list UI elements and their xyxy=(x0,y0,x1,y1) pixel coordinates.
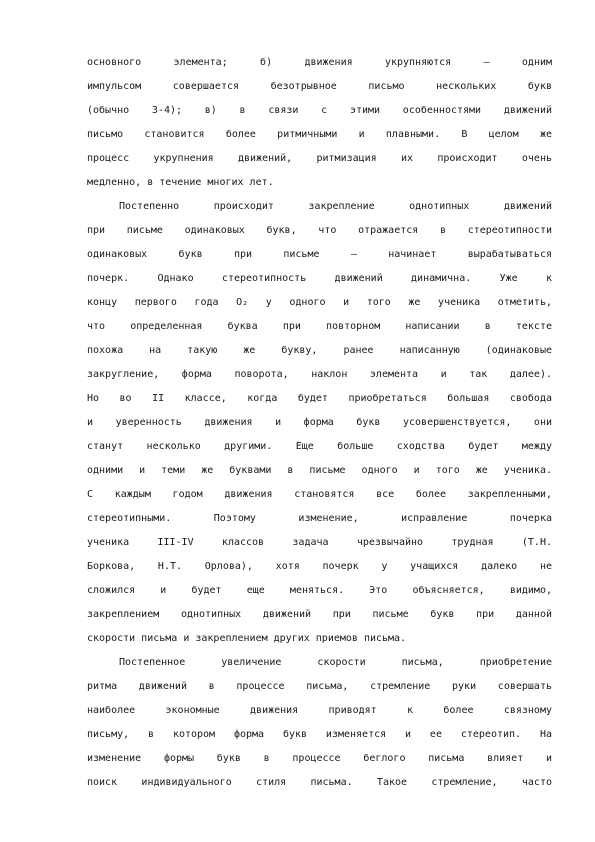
text-line: скорости письма и закреплением других приемов письма. xyxy=(87,633,407,644)
text-line: (обычно 3-4); в) в связи с этими особенностями движений xyxy=(87,105,552,116)
text-line: письму, в котором форма букв изменяется и ее стереотип. На xyxy=(87,729,552,740)
text-line: что определенная буква при повторном написании в тексте xyxy=(87,321,552,332)
text-line: процесс укрупнения движений, ритмизация их происходит очень xyxy=(87,153,552,164)
text-line: наиболее экономные движения приводят к более связному xyxy=(87,705,552,716)
text-line: концу первого года О₂ у одного и того же ученика отметить, xyxy=(87,297,552,308)
paragraph-first-line: Постепенное увеличение скорости письма, приобретение xyxy=(119,657,552,668)
text-line: одинаковых букв при письме – начинает вырабатываться xyxy=(87,249,552,260)
text-line: ритма движений в процессе письма, стремление руки совершать xyxy=(87,681,552,692)
text-line: стереотипными. Поэтому изменение, исправление почерка xyxy=(87,513,552,524)
paragraph-first-line: Постепенно происходит закрепление однотипных движений xyxy=(119,201,552,212)
text-line: Боркова, Н.Т. Орлова), хотя почерк у учащихся далеко не xyxy=(87,561,552,572)
text-line: почерк. Однако стереотипность движений динамична. Уже к xyxy=(87,273,552,284)
text-line: закругление, форма поворота, наклон элемента и так далее). xyxy=(87,369,552,380)
text-line: поиск индивидуального стиля письма. Такое стремление, часто xyxy=(87,777,552,788)
text-line: С каждым годом движения становятся все более закрепленными, xyxy=(87,489,552,500)
text-line: основного элемента; б) движения укрупняются – одним xyxy=(87,57,552,68)
text-line: одними и теми же буквами в письме одного и того же ученика. xyxy=(87,465,552,476)
text-line: и уверенность движения и форма букв усовершенствуется, они xyxy=(87,417,552,428)
text-line: письмо становится более ритмичными и плавными. В целом же xyxy=(87,129,552,140)
text-line: похожа на такую же букву, ранее написанную (одинаковые xyxy=(87,345,552,356)
text-line: изменение формы букв в процессе беглого письма влияет и xyxy=(87,753,552,764)
text-line: ученика III-IV классов задача чрезвычайно трудная (Т.Н. xyxy=(87,537,552,548)
text-line: Но во II классе, когда будет приобретаться большая свобода xyxy=(87,393,552,404)
text-line: закреплением однотипных движений при письме букв при данной xyxy=(87,609,552,620)
text-line: станут несколько другими. Еще больше сходства будет между xyxy=(87,441,552,452)
text-line: при письме одинаковых букв, что отражается в стереотипности xyxy=(87,225,552,236)
text-line: импульсом совершается безотрывное письмо нескольких букв xyxy=(87,81,552,92)
text-line: сложился и будет еще меняться. Это объясняется, видимо, xyxy=(87,585,552,596)
text-line: медленно, в течение многих лет. xyxy=(87,177,274,188)
